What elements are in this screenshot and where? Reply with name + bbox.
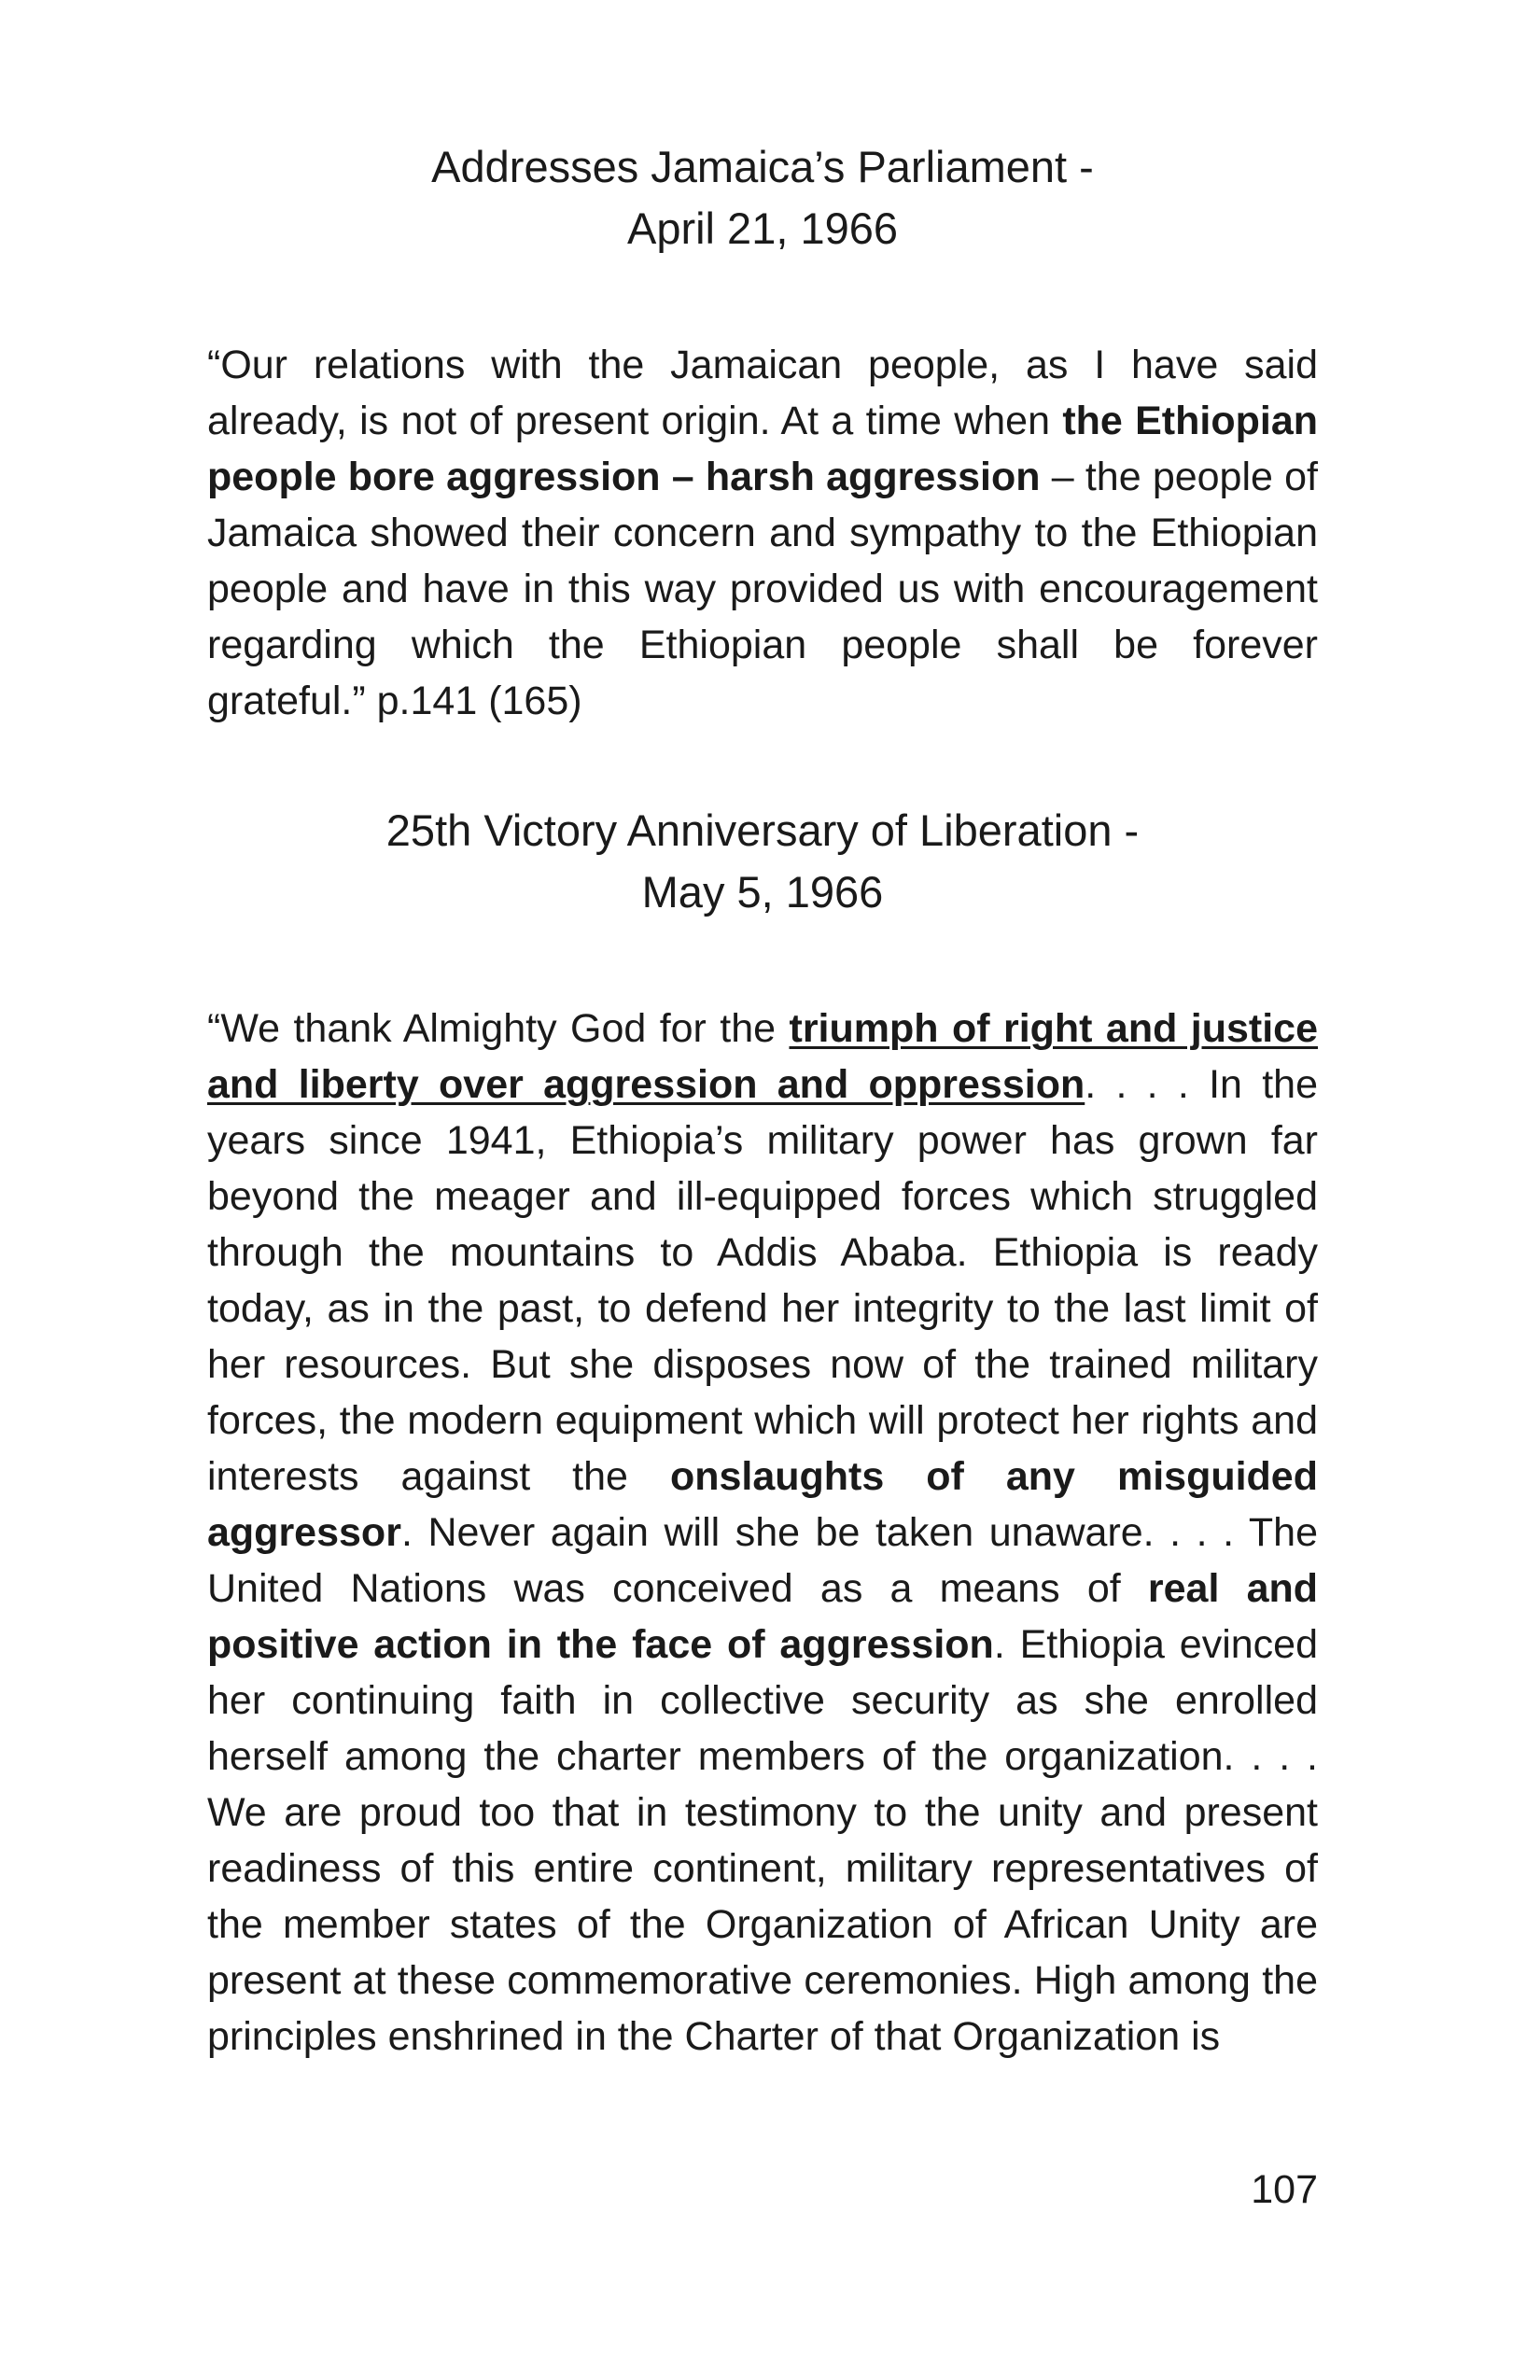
section-heading-victory-anniversary bbox=[207, 800, 1318, 923]
quote-text: . Ethiopia evinced her continuing faith in collective security as she enrolled herself among the charter members of the organization. . . . We are proud too that in testimony to the unity and present readiness of this entire continent, military representatives of the member states of the Organization of African Unity are present at these commemorative ceremonies. High among the principles enshrined in the Charter of that Organization is bbox=[207, 1622, 1319, 2059]
heading-title: 25th Victory Anniversary of Liberation - bbox=[385, 805, 1140, 855]
quote-text: “Our relations with the Jamaican people, as I have said already, is not of present origin. At a time when bbox=[207, 343, 1318, 443]
quote-bold-text: onslaughts of any misguided aggressor bbox=[207, 1454, 1318, 1555]
quote-text: “We thank Almighty God for the bbox=[207, 1006, 790, 1051]
heading-date: May 5, 1966 bbox=[641, 867, 884, 917]
quote-text: – the people of Jamaica showed their concern and sympathy to the Ethiopian people and have in this way provided us with encouragement regarding which the Ethiopian people shall be forever grateful.” p.141 (165) bbox=[207, 455, 1318, 723]
quote-bold-text: the Ethiopian people bore aggression – harsh aggression bbox=[207, 399, 1318, 499]
quote-text: . Never again will she be taken unaware. . . . The United Nations was conceived as a means of bbox=[207, 1510, 1318, 1611]
section-heading-jamaica-parliament bbox=[207, 136, 1318, 259]
quote-paragraph-victory bbox=[207, 1001, 1318, 2065]
quote-paragraph-jamaica bbox=[207, 337, 1318, 729]
quote-text: . . . . In the years since 1941, Ethiopia’s military power has grown far beyond the meager and ill-equipped forces which struggled through the mountains to Addis Ababa. Ethiopia is ready today, as in the past, to defend her integrity to the last limit of her resources. But she disposes now of the trained military forces, the modern equipment which will protect her rights and interests against the bbox=[207, 1062, 1318, 1499]
quote-bold-text: real and positive action in the face of aggression bbox=[207, 1566, 1319, 1667]
page-number: 107 bbox=[1251, 2167, 1318, 2212]
quote-bold-underlined-text: triumph of right and justice and liberty over aggression and oppression bbox=[207, 1006, 1319, 1107]
heading-title: Addresses Jamaica’s Parliament - bbox=[431, 142, 1094, 191]
heading-date: April 21, 1966 bbox=[626, 203, 899, 253]
